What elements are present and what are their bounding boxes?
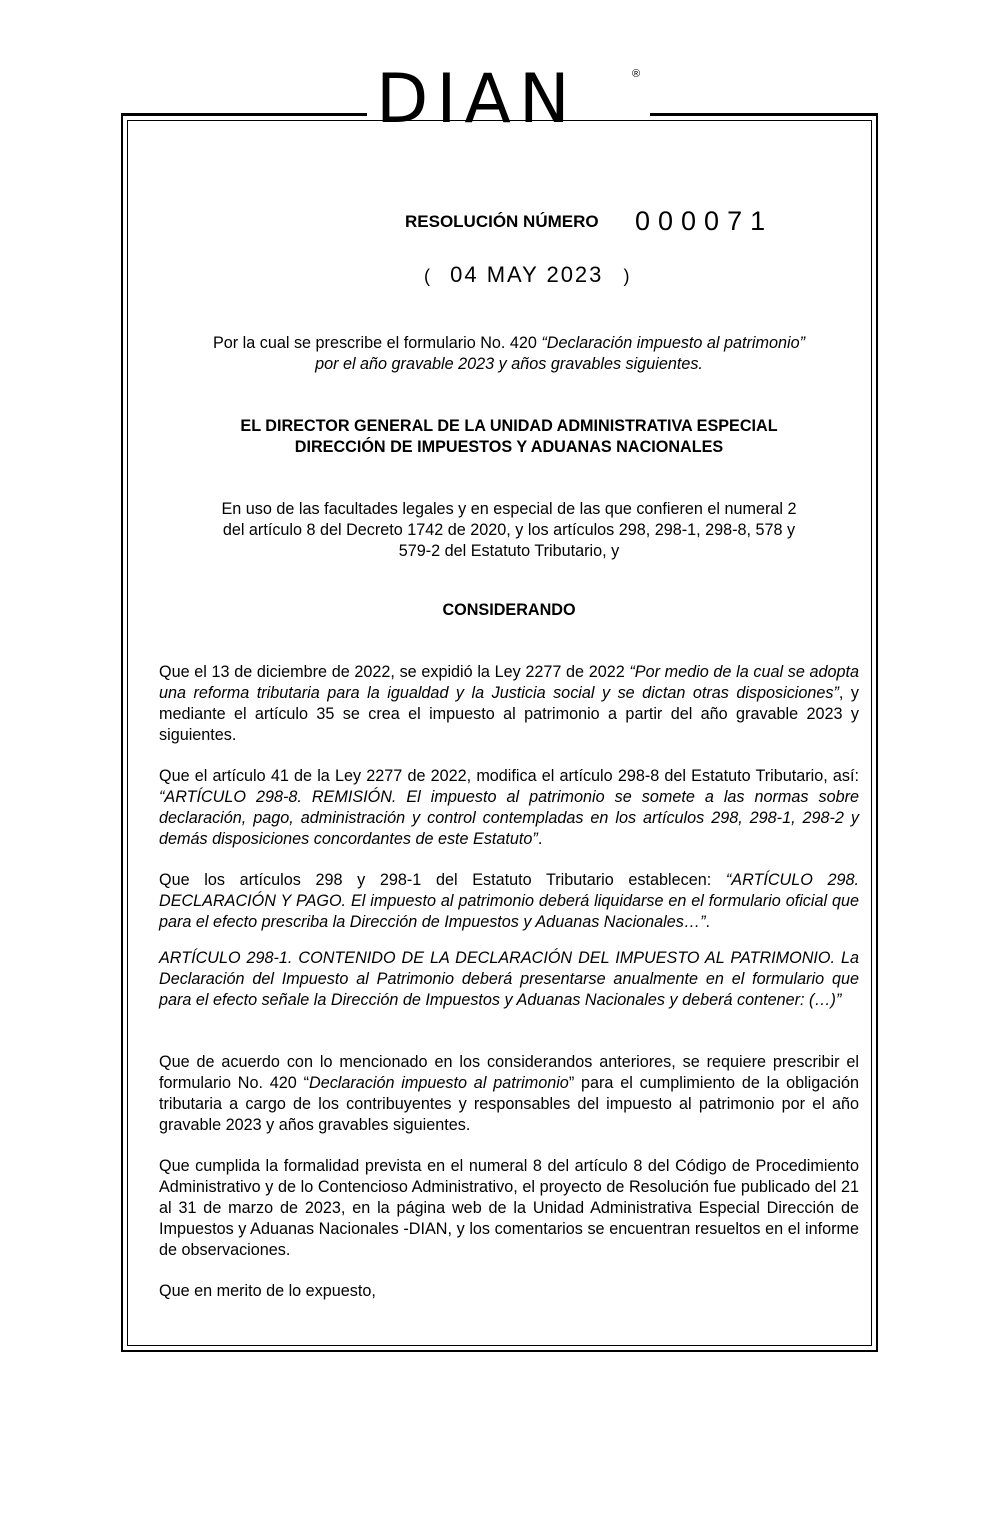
resolution-label: RESOLUCIÓN NÚMERO xyxy=(405,212,599,231)
p5-text-a: Que de acuerdo con lo mencionado en los considerandos anteriores, se requiere prescribir el formulario No. 420 “ xyxy=(159,1053,859,1092)
subject-text: Por la cual se prescribe el formulario No. 420 xyxy=(212,334,542,352)
authority-line-2: DIRECCIÓN DE IMPUESTOS Y ADUANAS NACIONALES xyxy=(294,438,724,456)
considerando-heading: CONSIDERANDO xyxy=(442,601,576,619)
p1-law-title: “Por medio de la cual se adopta una reforma tributaria para la igualdad y la Justicia social y se dictan otras disposiciones” xyxy=(159,663,860,702)
p5-text-c: ” para el cumplimiento de la obligación tributaria a cargo de los contribuyentes y responsables del impuesto al patrimonio por el año gravable 2023 y años gravables siguientes. xyxy=(159,1074,859,1134)
legal-powers xyxy=(159,499,859,562)
subject-period: por el año gravable 2023 y años gravables siguientes. xyxy=(315,355,703,373)
date-close-paren: ) xyxy=(623,266,630,286)
powers-line-3: 579-2 del Estatuto Tributario, y xyxy=(398,542,620,560)
subject-line-1 xyxy=(159,333,859,354)
resolution-number: 000071 xyxy=(635,206,774,236)
paragraph-3 xyxy=(159,870,859,933)
p3-quote: “ARTÍCULO 298. DECLARACIÓN Y PAGO. El impuesto al patrimonio deberá liquidarse en el formulario oficial que para el efecto prescriba la Dirección de Impuestos y Aduanas Nacionales…” xyxy=(159,871,859,931)
paragraph-1 xyxy=(159,662,859,746)
date-value: 04 MAY 2023 xyxy=(450,262,604,287)
p3-text-c: . xyxy=(705,913,710,931)
p2-text-c: . xyxy=(537,830,543,848)
p4-quote: ARTÍCULO 298-1. CONTENIDO DE LA DECLARACIÓN DEL IMPUESTO AL PATRIMONIO. La Declaración del Impuesto al Patrimonio deberá presentarse anualmente en el formulario que para el efecto señale la Dirección de Impuestos y Aduanas Nacionales y deberá contener: (…)” xyxy=(159,949,859,1009)
resolution-number-row xyxy=(405,206,774,236)
p7-text: Que en merito de lo expuesto, xyxy=(159,1282,376,1300)
authority-line-1: EL DIRECTOR GENERAL DE LA UNIDAD ADMINISTRATIVA ESPECIAL xyxy=(240,417,778,435)
p2-quote: “ARTÍCULO 298-8. REMISIÓN. El impuesto al patrimonio se somete a las normas sobre declaración, pago, administración y control contempladas en los artículos 298, 298-1, 298-2 y demás disposiciones concordantes de este Estatuto” xyxy=(159,788,859,848)
powers-line-2: del artículo 8 del Decreto 1742 de 2020, y los artículos 298, 298-1, 298-8, 578 y xyxy=(222,521,796,539)
date-open-paren: ( xyxy=(424,266,430,286)
p6-text: Que cumplida la formalidad prevista en el numeral 8 del artículo 8 del Código de Procedimiento Administrativo y de lo Contencioso Administrativo, el proyecto de Resolución fue publicado del 21 al 31 de marzo de 2023, en la página web de la Unidad Administrativa Especial Dirección de Impuestos y Aduanas Nacionales -DIAN, y los comentarios se encuentran resueltos en el informe de observaciones. xyxy=(159,1157,859,1259)
paragraph-5 xyxy=(159,1052,859,1136)
resolution-date xyxy=(424,262,630,288)
subject-form-name: “Declaración impuesto al patrimonio” xyxy=(541,334,805,352)
paragraph-4 xyxy=(159,948,859,1011)
p2-text-a: Que el artículo 41 de la Ley 2277 de 2022, modifica el artículo 298-8 del Estatuto Tributario, así: xyxy=(159,767,859,785)
paragraph-7 xyxy=(159,1281,859,1302)
p1-text-a: Que el 13 de diciembre de 2022, se expidió la Ley 2277 de 2022 xyxy=(159,663,630,681)
p1-text-c: , y mediante el artículo 35 se crea el impuesto al patrimonio a partir del año gravable 2023 y siguientes. xyxy=(159,684,859,744)
subject-line-2 xyxy=(159,354,859,375)
paragraph-2 xyxy=(159,766,859,850)
dian-logo: DIAN xyxy=(376,60,578,139)
powers-line-1: En uso de las facultades legales y en especial de las que confieren el numeral 2 xyxy=(221,500,797,518)
resolution-subject xyxy=(159,333,859,375)
registered-mark: ® xyxy=(632,68,641,80)
p3-text-a: Que los artículos 298 y 298-1 del Estatuto Tributario establecen: xyxy=(159,871,726,889)
p5-form-name: Declaración impuesto al patrimonio xyxy=(309,1074,569,1092)
authority-heading xyxy=(159,416,859,458)
paragraph-6 xyxy=(159,1156,859,1261)
